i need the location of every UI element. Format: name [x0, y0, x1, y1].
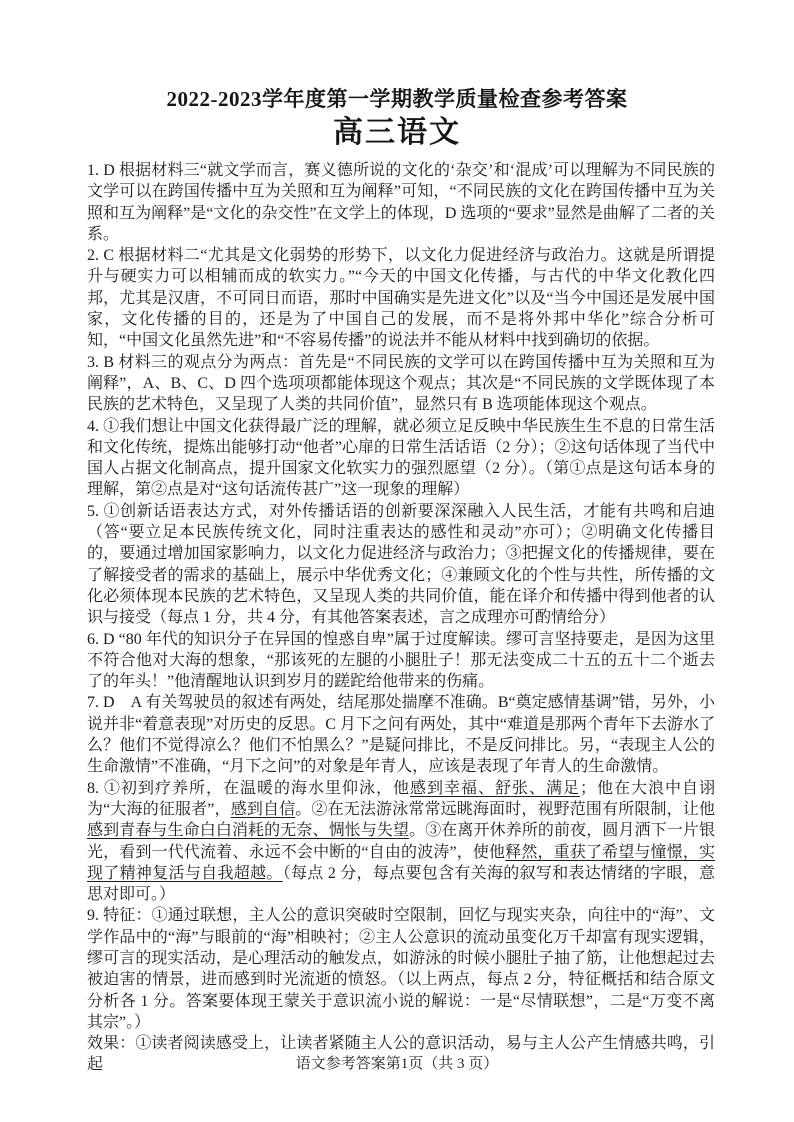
answer-paragraph-2	[87, 245, 715, 351]
answer-paragraph-9	[87, 905, 715, 1033]
underlined-text: 感到幸福、舒张、满足	[409, 779, 580, 797]
answer-paragraph-3	[87, 352, 715, 416]
text-segment: 7. D A 有关驾驶员的叙述有两处，结尾那处揣摩不准确。B“奠定感情基调”错，另外，小说并非“着意表现”对历史的反思。C 月下之问有两处，其中“难道是那两个青年下去游水了么？他们不觉得凉么？他们不怕黑么？”是疑问排比，不是反问排比。另，“表现主人公的生命激情”不准确，“月下之问”的对象是年青人，应该是表现了年青人的生命激情。	[87, 694, 715, 776]
text-segment: 。③在离开休养所的前夜，圆月洒下一片银光，看到一代代流着、永远不会中断的“自由的波涛”，使他	[87, 822, 715, 861]
exam-title: 2022-2023学年度第一学期教学质量检查参考答案	[166, 87, 628, 111]
answer-paragraph-5	[87, 501, 715, 629]
subject-title: 高三语文	[333, 116, 461, 149]
text-segment: 5. ①创新话语表达方式，对外传播话语的创新要深深融入人民生活，才能有共鸣和启迪（答“要立足本民族传统文化，同时注重表达的感性和灵动”亦可）；②明确文化传播目的，要通过增加国家影响力，以文化力促进经济与政治力；③把握文化的传播规律，要在了解接受者的需求的基础上，展示中华优秀文化；④兼顾文化的个性与共性，所传播的文化必须体现本民族的艺术特色，又呈现人类的共同价值，能在译介和传播中得到他者的认识与接受（每点 1 分，共 4 分，有其他答案表述，言之成理亦可酌情给分）	[87, 502, 715, 627]
answer-paragraph-6	[87, 629, 715, 693]
text-segment: （每点 2 分，每点要包含有关海的叙写和表达情绪的字眼，意思对即可。）	[87, 864, 715, 904]
text-segment: 3. B 材料三的观点分为两点：首先是“不同民族的文学可以在跨国传播中互为关照和互为阐释”，A、B、C、D 四个选项项都能体现这个观点；其次是“不同民族的文学既体现了本民族的艺术特色，又呈现了人类的共同价值”，显然只有 B 选项能体现这个观点。	[87, 353, 715, 414]
underlined-text: 感到自信	[230, 800, 296, 818]
answer-paragraph-8	[87, 778, 715, 906]
text-segment: 4. ①我们想让中国文化获得最广泛的理解，就必须立足反映中华民族生生不息的日常生活和文化传统，提炼出能够打动“他者”心扉的日常生活话语（2 分）；②这句话体现了当代中国人占据文化制高点，提升国家文化软实力的强烈愿望（2 分）。（第①点是这句话本身的理解，第②点是对“这句话流传甚广”这一现象的理解）	[87, 417, 715, 499]
text-segment: 2. C 根据材料二“尤其是文化弱势的形势下，以文化力促进经济与政治力。这就是所谓提升与硬实力可以相辅而成的软实力。”“今天的中国文化传播，与古代的中华文化教化四邦，尤其是汉唐，不可同日而语，那时中国确实是先进文化”以及“当今中国还是发展中国家，文化传播的目的，还是为了中国自己的发展，而不是将外邦中华化”综合分析可知，“中国文化虽然先进”和“不容易传播”的说法并不能从材料中找到确切的依据。	[87, 247, 715, 350]
page-footer: 语文参考答案第1页（共 3 页）	[295, 1056, 499, 1072]
answer-paragraph-7	[87, 692, 715, 777]
answer-paragraph-4	[87, 416, 715, 501]
answer-paragraph-1	[87, 160, 715, 245]
underlined-text: 释然，重获了希望与憧憬，实现了精神复活与自我超越。	[87, 843, 715, 882]
text-segment: ；他在大浪中自诩为“大海的征服者”，	[87, 779, 715, 818]
text-segment: 9. 特征：①通过联想，主人公的意识突破时空限制，回忆与现实夹杂，向往中的“海”、文学作品中的“海”与眼前的“海”相映衬；②主人公意识的流动虽变化万千却富有现实逻辑，缪可言的现实活动，是心理活动的触发点，如游泳的时候小腿肚子抽了筋，让他想起过去被迫害的情景，进而感到时光流逝的愤怒。（以上两点，每点 2 分，特征概括和结合原文分析各 1 分。答案要体现王蒙关于意识流小说的解说：一是“尽情联想”，二是“万变不离其宗”。）	[87, 907, 715, 1031]
answers-section	[87, 160, 715, 1076]
text-segment: 1. D 根据材料三“就文学而言，赛义德所说的文化的‘杂交’和‘混成’可以理解为不同民族的文学可以在跨国传播中互为关照和互为阐释”可知，“不同民族的文化在跨国传播中互为关照和互为阐释”是“文化的杂交性”在文学上的体现，D 选项的“要求”显然是曲解了二者的关系。	[87, 162, 715, 243]
text-segment: 8. ①初到疗养所，在温暖的海水里仰泳，他	[87, 779, 410, 797]
text-segment: 。②在无法游泳常常远眺海面时，视野范围有所限制，让他	[295, 800, 715, 818]
underlined-text: 感到青春与生命白白消耗的无奈、惆怅与失望	[87, 822, 410, 840]
text-segment: 效果：①读者阅读感受上，让读者紧随主人公的意识活动，易与主人公产生情感共鸣，引起	[87, 1035, 715, 1074]
text-segment: 6. D “80 年代的知识分子在异国的惶惑自卑”属于过度解读。缪可言坚持要走，是因为这里不符合他对大海的想象，“那该死的左腿的小腿肚子！那无法变成二十五的五十二个逝去了的年头！”他清醒地认识到岁月的蹉跎给他带来的伤痛。	[87, 630, 715, 691]
